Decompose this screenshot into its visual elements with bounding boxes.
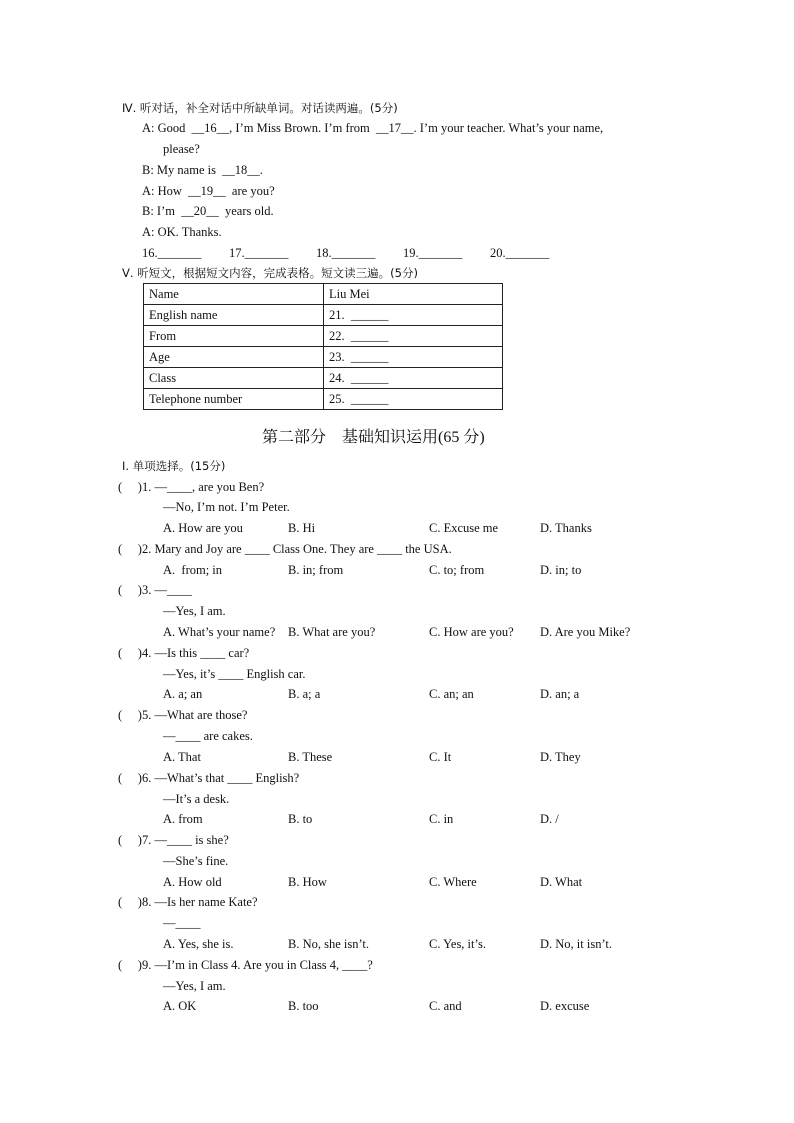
question-3-reply: —Yes, I am. [163,604,226,618]
option-d[interactable]: D. No, it isn’t. [540,937,612,951]
option-a[interactable]: A. How old [163,875,222,889]
option-a[interactable]: A. OK [163,999,197,1013]
option-d[interactable]: D. They [540,750,581,764]
question-7-reply: —She’s fine. [163,854,229,868]
dialog-line-4: A: How __19__ are you? [142,184,275,198]
dialog-line-6: A: OK. Thanks. [142,225,222,239]
question-8-reply: —____ [163,916,201,930]
question-6-stem: ( )6. —What’s that ____ English? [118,771,300,785]
question-6-reply: —It’s a desk. [163,792,230,806]
table-cell: Telephone number [144,389,324,410]
option-a[interactable]: A. a; an [163,687,203,701]
option-b[interactable]: B. How [288,875,327,889]
option-d[interactable]: D. excuse [540,999,590,1013]
option-d[interactable]: D. an; a [540,687,580,701]
option-d[interactable]: D. Are you Mike? [540,625,631,639]
table-cell: Age [144,347,324,368]
question-3-stem: ( )3. —____ [118,583,192,597]
answer-cell-22[interactable]: 22. ______ [324,326,503,347]
option-a[interactable]: A. What’s your name? [163,625,276,639]
option-b[interactable]: B. to [288,812,313,826]
table-cell: Class [144,368,324,389]
option-a[interactable]: A. That [163,750,201,764]
table-row [144,284,503,305]
option-c[interactable]: C. Excuse me [429,521,499,535]
answer-cell-21[interactable]: 21. ______ [324,305,503,326]
section1-heading: Ⅰ. 单项选择。(15分) [122,459,226,473]
question-8-stem: ( )8. —Is her name Kate? [118,895,258,909]
table-cell: Name [144,284,324,305]
answer-cell-23[interactable]: 23. ______ [324,347,503,368]
part4-heading: Ⅳ. 听对话，补全对话中所缺单词。对话读两遍。(5分) [122,101,398,115]
answer-blank-17[interactable]: 17._______ [229,246,289,260]
option-c[interactable]: C. How are you? [429,625,514,639]
option-c[interactable]: C. and [429,999,462,1013]
question-1-stem: ( )1. —____, are you Ben? [118,480,265,494]
option-d[interactable]: D. in; to [540,563,582,577]
option-b[interactable]: B. These [288,750,333,764]
option-d[interactable]: D. Thanks [540,521,592,535]
info-table [143,283,503,410]
answer-blank-19[interactable]: 19._______ [403,246,463,260]
question-2-stem: ( )2. Mary and Joy are ____ Class One. They are ____ the USA. [118,542,452,556]
option-a[interactable]: A. How are you [163,521,243,535]
table-cell: Liu Mei [324,284,503,305]
option-b[interactable]: B. a; a [288,687,321,701]
answer-blank-18[interactable]: 18._______ [316,246,376,260]
question-9-reply: —Yes, I am. [163,979,226,993]
dialog-line-3: B: My name is __18__. [142,163,263,177]
dialog-line-2: please? [163,142,200,156]
option-d[interactable]: D. What [540,875,583,889]
table-row [144,326,503,347]
section-title: 第二部分 基础知识运用(65 分) [262,429,485,446]
question-7-stem: ( )7. —____ is she? [118,833,229,847]
option-c[interactable]: C. in [429,812,454,826]
answer-cell-24[interactable]: 24. ______ [324,368,503,389]
option-c[interactable]: C. to; from [429,563,485,577]
option-a[interactable]: A. from; in [163,563,223,577]
answer-cell-25[interactable]: 25. ______ [324,389,503,410]
option-c[interactable]: C. It [429,750,452,764]
answer-blank-20[interactable]: 20._______ [490,246,550,260]
option-b[interactable]: B. too [288,999,319,1013]
question-5-reply: —____ are cakes. [163,729,253,743]
option-a[interactable]: A. from [163,812,203,826]
table-cell: From [144,326,324,347]
dialog-line-5: B: I’m __20__ years old. [142,204,274,218]
question-4-stem: ( )4. —Is this ____ car? [118,646,250,660]
answer-blank-16[interactable]: 16._______ [142,246,202,260]
dialog-line-1: A: Good __16__, I’m Miss Brown. I’m from __17__. I’m your teacher. What’s your name, [142,121,604,135]
question-1-reply: —No, I’m not. I’m Peter. [163,500,290,514]
option-b[interactable]: B. What are you? [288,625,376,639]
table-row [144,368,503,389]
part5-heading: Ⅴ. 听短文，根据短文内容，完成表格。短文读三遍。(5分) [122,266,418,280]
option-b[interactable]: B. in; from [288,563,344,577]
option-c[interactable]: C. Where [429,875,477,889]
option-b[interactable]: B. Hi [288,521,316,535]
table-cell: English name [144,305,324,326]
option-a[interactable]: A. Yes, she is. [163,937,234,951]
option-b[interactable]: B. No, she isn’t. [288,937,370,951]
option-c[interactable]: C. an; an [429,687,474,701]
table-row [144,389,503,410]
question-9-stem: ( )9. —I’m in Class 4. Are you in Class 4, ____? [118,958,373,972]
question-5-stem: ( )5. —What are those? [118,708,248,722]
option-d[interactable]: D. / [540,812,559,826]
table-row [144,347,503,368]
table-row [144,305,503,326]
question-4-reply: —Yes, it’s ____ English car. [163,667,306,681]
option-c[interactable]: C. Yes, it’s. [429,937,486,951]
